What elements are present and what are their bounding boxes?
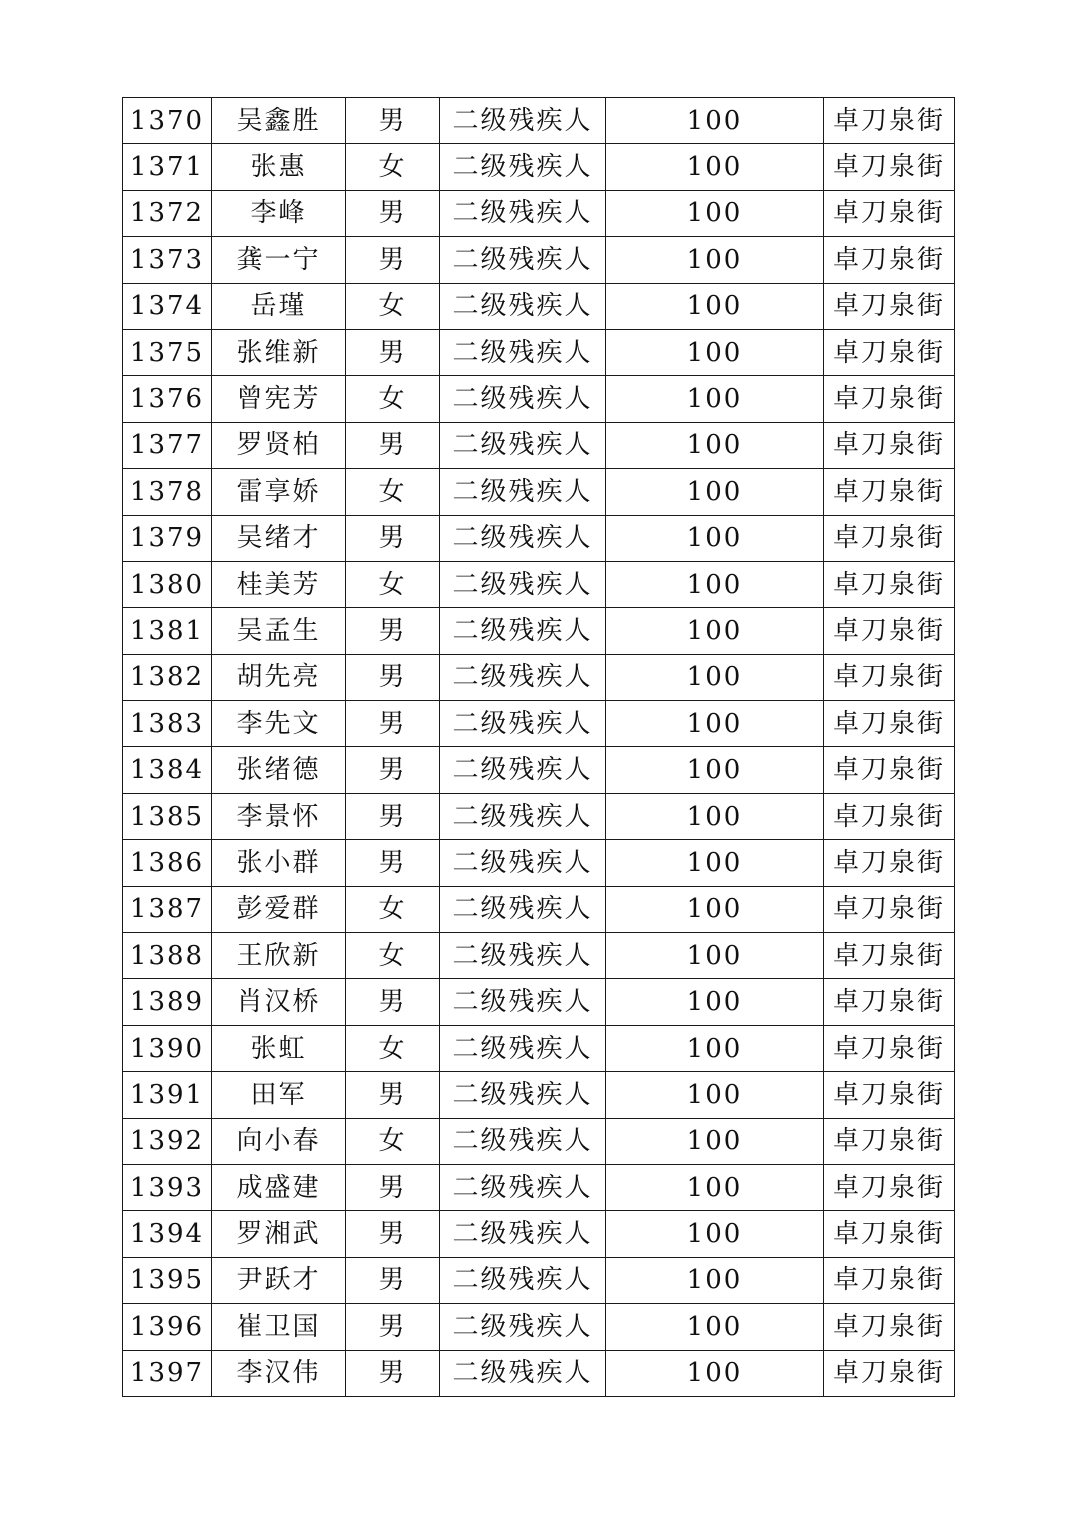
amount-cell: 100 <box>606 283 824 329</box>
amount-cell: 100 <box>606 469 824 515</box>
table-row <box>123 469 955 515</box>
sex-cell: 女 <box>346 144 440 190</box>
sex-cell: 男 <box>346 422 440 468</box>
sex-cell: 女 <box>346 1025 440 1071</box>
street-cell: 卓刀泉街 <box>824 701 955 747</box>
serial-number-cell: 1390 <box>123 1025 212 1071</box>
sex-cell: 男 <box>346 747 440 793</box>
street-cell: 卓刀泉街 <box>824 840 955 886</box>
street-cell: 卓刀泉街 <box>824 886 955 932</box>
street-cell: 卓刀泉街 <box>824 190 955 236</box>
sex-cell: 男 <box>346 1072 440 1118</box>
amount-cell: 100 <box>606 886 824 932</box>
table-row <box>123 747 955 793</box>
serial-number-cell: 1387 <box>123 886 212 932</box>
disability-level-cell: 二级残疾人 <box>440 933 606 979</box>
sex-cell: 男 <box>346 701 440 747</box>
serial-number-cell: 1370 <box>123 98 212 144</box>
sex-cell: 女 <box>346 469 440 515</box>
sex-cell: 男 <box>346 840 440 886</box>
amount-cell: 100 <box>606 979 824 1025</box>
street-cell: 卓刀泉街 <box>824 1211 955 1257</box>
disability-level-cell: 二级残疾人 <box>440 1164 606 1210</box>
street-cell: 卓刀泉街 <box>824 933 955 979</box>
disability-level-cell: 二级残疾人 <box>440 886 606 932</box>
name-cell: 崔卫国 <box>212 1304 346 1350</box>
table-row <box>123 886 955 932</box>
serial-number-cell: 1374 <box>123 283 212 329</box>
amount-cell: 100 <box>606 793 824 839</box>
table-row <box>123 561 955 607</box>
name-cell: 胡先亮 <box>212 654 346 700</box>
sex-cell: 男 <box>346 1211 440 1257</box>
serial-number-cell: 1375 <box>123 329 212 375</box>
amount-cell: 100 <box>606 747 824 793</box>
sex-cell: 男 <box>346 1350 440 1396</box>
disability-level-cell: 二级残疾人 <box>440 747 606 793</box>
table-row <box>123 237 955 283</box>
amount-cell: 100 <box>606 701 824 747</box>
serial-number-cell: 1379 <box>123 515 212 561</box>
name-cell: 田军 <box>212 1072 346 1118</box>
sex-cell: 男 <box>346 98 440 144</box>
street-cell: 卓刀泉街 <box>824 1350 955 1396</box>
name-cell: 王欣新 <box>212 933 346 979</box>
disability-level-cell: 二级残疾人 <box>440 98 606 144</box>
sex-cell: 女 <box>346 933 440 979</box>
serial-number-cell: 1388 <box>123 933 212 979</box>
table-row <box>123 840 955 886</box>
street-cell: 卓刀泉街 <box>824 1164 955 1210</box>
serial-number-cell: 1395 <box>123 1257 212 1303</box>
disability-level-cell: 二级残疾人 <box>440 561 606 607</box>
amount-cell: 100 <box>606 1118 824 1164</box>
table-row <box>123 1164 955 1210</box>
sex-cell: 女 <box>346 1118 440 1164</box>
serial-number-cell: 1396 <box>123 1304 212 1350</box>
name-cell: 龚一宁 <box>212 237 346 283</box>
table-row <box>123 608 955 654</box>
name-cell: 吴鑫胜 <box>212 98 346 144</box>
street-cell: 卓刀泉街 <box>824 793 955 839</box>
roster-table <box>122 97 955 1397</box>
name-cell: 岳瑾 <box>212 283 346 329</box>
name-cell: 尹跃才 <box>212 1257 346 1303</box>
table-row <box>123 329 955 375</box>
name-cell: 成盛建 <box>212 1164 346 1210</box>
table-row <box>123 1211 955 1257</box>
name-cell: 雷享娇 <box>212 469 346 515</box>
disability-level-cell: 二级残疾人 <box>440 1304 606 1350</box>
disability-level-cell: 二级残疾人 <box>440 1211 606 1257</box>
sex-cell: 男 <box>346 329 440 375</box>
street-cell: 卓刀泉街 <box>824 376 955 422</box>
disability-level-cell: 二级残疾人 <box>440 654 606 700</box>
street-cell: 卓刀泉街 <box>824 329 955 375</box>
serial-number-cell: 1381 <box>123 608 212 654</box>
name-cell: 张虹 <box>212 1025 346 1071</box>
amount-cell: 100 <box>606 1211 824 1257</box>
name-cell: 张维新 <box>212 329 346 375</box>
disability-level-cell: 二级残疾人 <box>440 793 606 839</box>
disability-level-cell: 二级残疾人 <box>440 1350 606 1396</box>
street-cell: 卓刀泉街 <box>824 98 955 144</box>
serial-number-cell: 1385 <box>123 793 212 839</box>
disability-level-cell: 二级残疾人 <box>440 979 606 1025</box>
amount-cell: 100 <box>606 376 824 422</box>
name-cell: 李汉伟 <box>212 1350 346 1396</box>
street-cell: 卓刀泉街 <box>824 1118 955 1164</box>
amount-cell: 100 <box>606 608 824 654</box>
disability-level-cell: 二级残疾人 <box>440 1257 606 1303</box>
serial-number-cell: 1397 <box>123 1350 212 1396</box>
table-row <box>123 979 955 1025</box>
amount-cell: 100 <box>606 515 824 561</box>
name-cell: 桂美芳 <box>212 561 346 607</box>
name-cell: 吴孟生 <box>212 608 346 654</box>
street-cell: 卓刀泉街 <box>824 654 955 700</box>
serial-number-cell: 1377 <box>123 422 212 468</box>
name-cell: 李景怀 <box>212 793 346 839</box>
sex-cell: 女 <box>346 376 440 422</box>
serial-number-cell: 1383 <box>123 701 212 747</box>
serial-number-cell: 1391 <box>123 1072 212 1118</box>
name-cell: 曾宪芳 <box>212 376 346 422</box>
serial-number-cell: 1392 <box>123 1118 212 1164</box>
name-cell: 张惠 <box>212 144 346 190</box>
disability-level-cell: 二级残疾人 <box>440 144 606 190</box>
serial-number-cell: 1382 <box>123 654 212 700</box>
street-cell: 卓刀泉街 <box>824 561 955 607</box>
amount-cell: 100 <box>606 561 824 607</box>
name-cell: 吴绪才 <box>212 515 346 561</box>
serial-number-cell: 1389 <box>123 979 212 1025</box>
sex-cell: 男 <box>346 237 440 283</box>
street-cell: 卓刀泉街 <box>824 237 955 283</box>
street-cell: 卓刀泉街 <box>824 1025 955 1071</box>
disability-level-cell: 二级残疾人 <box>440 515 606 561</box>
street-cell: 卓刀泉街 <box>824 515 955 561</box>
amount-cell: 100 <box>606 654 824 700</box>
sex-cell: 男 <box>346 515 440 561</box>
name-cell: 罗贤柏 <box>212 422 346 468</box>
table-row <box>123 515 955 561</box>
name-cell: 张小群 <box>212 840 346 886</box>
street-cell: 卓刀泉街 <box>824 1257 955 1303</box>
name-cell: 向小春 <box>212 1118 346 1164</box>
table-row <box>123 1025 955 1071</box>
street-cell: 卓刀泉街 <box>824 283 955 329</box>
table-row <box>123 701 955 747</box>
sex-cell: 女 <box>346 886 440 932</box>
street-cell: 卓刀泉街 <box>824 747 955 793</box>
disability-level-cell: 二级残疾人 <box>440 190 606 236</box>
table-row <box>123 654 955 700</box>
sex-cell: 男 <box>346 979 440 1025</box>
name-cell: 李峰 <box>212 190 346 236</box>
table-row <box>123 98 955 144</box>
street-cell: 卓刀泉街 <box>824 469 955 515</box>
table-row <box>123 793 955 839</box>
disability-level-cell: 二级残疾人 <box>440 283 606 329</box>
table-row <box>123 376 955 422</box>
serial-number-cell: 1372 <box>123 190 212 236</box>
name-cell: 李先文 <box>212 701 346 747</box>
amount-cell: 100 <box>606 144 824 190</box>
amount-cell: 100 <box>606 1257 824 1303</box>
serial-number-cell: 1373 <box>123 237 212 283</box>
disability-level-cell: 二级残疾人 <box>440 376 606 422</box>
sex-cell: 男 <box>346 793 440 839</box>
disability-level-cell: 二级残疾人 <box>440 1025 606 1071</box>
street-cell: 卓刀泉街 <box>824 1304 955 1350</box>
serial-number-cell: 1376 <box>123 376 212 422</box>
disability-level-cell: 二级残疾人 <box>440 840 606 886</box>
serial-number-cell: 1371 <box>123 144 212 190</box>
disability-level-cell: 二级残疾人 <box>440 422 606 468</box>
disability-level-cell: 二级残疾人 <box>440 237 606 283</box>
disability-level-cell: 二级残疾人 <box>440 1072 606 1118</box>
name-cell: 彭爱群 <box>212 886 346 932</box>
serial-number-cell: 1378 <box>123 469 212 515</box>
street-cell: 卓刀泉街 <box>824 422 955 468</box>
amount-cell: 100 <box>606 933 824 979</box>
table-row <box>123 1350 955 1396</box>
amount-cell: 100 <box>606 1304 824 1350</box>
table-row <box>123 1304 955 1350</box>
table-row <box>123 1072 955 1118</box>
street-cell: 卓刀泉街 <box>824 608 955 654</box>
serial-number-cell: 1394 <box>123 1211 212 1257</box>
disability-level-cell: 二级残疾人 <box>440 1118 606 1164</box>
name-cell: 张绪德 <box>212 747 346 793</box>
disability-level-cell: 二级残疾人 <box>440 608 606 654</box>
name-cell: 肖汉桥 <box>212 979 346 1025</box>
amount-cell: 100 <box>606 98 824 144</box>
table-row <box>123 422 955 468</box>
name-cell: 罗湘武 <box>212 1211 346 1257</box>
amount-cell: 100 <box>606 1350 824 1396</box>
sex-cell: 男 <box>346 608 440 654</box>
amount-cell: 100 <box>606 1025 824 1071</box>
sex-cell: 女 <box>346 283 440 329</box>
serial-number-cell: 1380 <box>123 561 212 607</box>
sex-cell: 女 <box>346 561 440 607</box>
amount-cell: 100 <box>606 1072 824 1118</box>
street-cell: 卓刀泉街 <box>824 979 955 1025</box>
sex-cell: 男 <box>346 190 440 236</box>
street-cell: 卓刀泉街 <box>824 1072 955 1118</box>
disability-level-cell: 二级残疾人 <box>440 469 606 515</box>
table-row <box>123 1257 955 1303</box>
table-row <box>123 144 955 190</box>
serial-number-cell: 1393 <box>123 1164 212 1210</box>
sex-cell: 男 <box>346 1257 440 1303</box>
disability-level-cell: 二级残疾人 <box>440 701 606 747</box>
serial-number-cell: 1386 <box>123 840 212 886</box>
amount-cell: 100 <box>606 1164 824 1210</box>
amount-cell: 100 <box>606 329 824 375</box>
table-row <box>123 283 955 329</box>
amount-cell: 100 <box>606 237 824 283</box>
table-row <box>123 933 955 979</box>
sex-cell: 男 <box>346 654 440 700</box>
sex-cell: 男 <box>346 1164 440 1210</box>
amount-cell: 100 <box>606 840 824 886</box>
disability-level-cell: 二级残疾人 <box>440 329 606 375</box>
table-row <box>123 190 955 236</box>
sex-cell: 男 <box>346 1304 440 1350</box>
street-cell: 卓刀泉街 <box>824 144 955 190</box>
serial-number-cell: 1384 <box>123 747 212 793</box>
roster-table-body <box>123 98 955 1397</box>
table-row <box>123 1118 955 1164</box>
amount-cell: 100 <box>606 190 824 236</box>
amount-cell: 100 <box>606 422 824 468</box>
